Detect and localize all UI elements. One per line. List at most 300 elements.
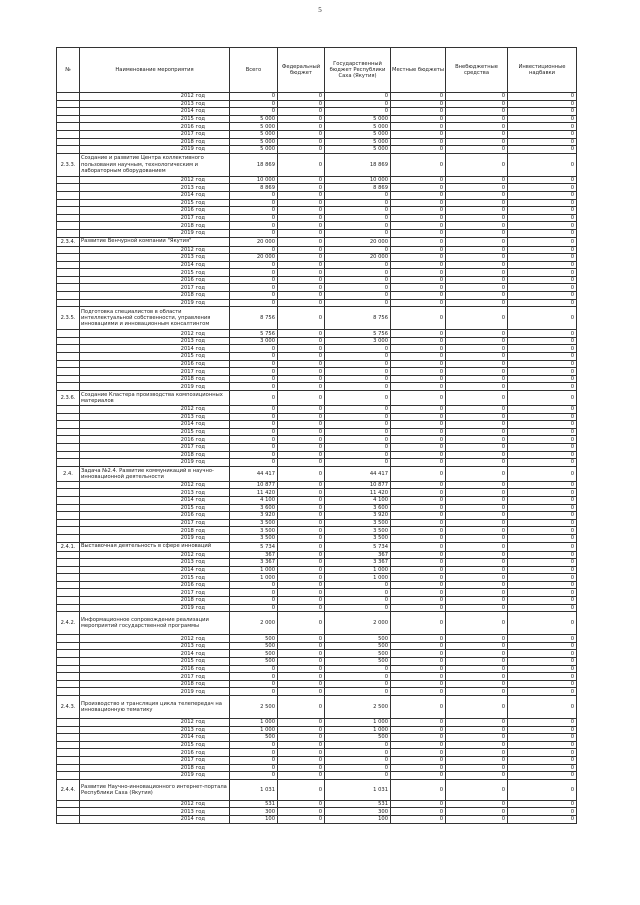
cell-number: 2.3.3. (57, 153, 80, 176)
cell-activity: 2015 год (80, 115, 230, 123)
cell-number (57, 496, 80, 504)
cell-federal: 0 (278, 512, 325, 520)
table-row (57, 130, 577, 138)
cell-activity: 2013 год (80, 254, 230, 262)
table-row (57, 589, 577, 597)
cell-total: 0 (230, 680, 278, 688)
cell-extrabudget: 0 (446, 815, 508, 823)
cell-total: 1 000 (230, 726, 278, 734)
cell-investment: 0 (508, 138, 577, 146)
cell-activity: 2016 год (80, 512, 230, 520)
cell-activity: 2013 год (80, 489, 230, 497)
cell-total: 100 (230, 815, 278, 823)
cell-number (57, 604, 80, 612)
cell-activity: 2019 год (80, 772, 230, 780)
table-row (57, 146, 577, 154)
cell-number (57, 635, 80, 643)
cell-state: 0 (325, 688, 391, 696)
cell-state: 531 (325, 800, 391, 808)
cell-activity: 2014 год (80, 734, 230, 742)
cell-extrabudget: 0 (446, 229, 508, 237)
cell-extrabudget: 0 (446, 673, 508, 681)
cell-total: 0 (230, 406, 278, 414)
cell-local: 0 (391, 673, 446, 681)
cell-activity: Информационное сопровождение реализации мероприятий государственной программы (80, 612, 230, 635)
cell-local: 0 (391, 489, 446, 497)
cell-total: 0 (230, 581, 278, 589)
cell-local: 0 (391, 741, 446, 749)
cell-federal: 0 (278, 108, 325, 116)
cell-federal: 0 (278, 436, 325, 444)
cell-total: 0 (230, 207, 278, 215)
cell-activity: 2018 год (80, 764, 230, 772)
cell-activity: 2015 год (80, 574, 230, 582)
cell-total: 3 920 (230, 512, 278, 520)
cell-local: 0 (391, 130, 446, 138)
cell-activity: 2013 год (80, 413, 230, 421)
cell-investment: 0 (508, 428, 577, 436)
cell-number (57, 176, 80, 184)
cell-investment: 0 (508, 436, 577, 444)
cell-local: 0 (391, 559, 446, 567)
cell-extrabudget: 0 (446, 406, 508, 414)
cell-local: 0 (391, 254, 446, 262)
cell-investment: 0 (508, 489, 577, 497)
cell-investment: 0 (508, 734, 577, 742)
cell-local: 0 (391, 800, 446, 808)
cell-state: 0 (325, 589, 391, 597)
cell-number (57, 665, 80, 673)
cell-extrabudget: 0 (446, 284, 508, 292)
cell-state: 3 920 (325, 512, 391, 520)
cell-extrabudget: 0 (446, 254, 508, 262)
cell-number: 2.4.2. (57, 612, 80, 635)
cell-federal: 0 (278, 489, 325, 497)
cell-number (57, 551, 80, 559)
cell-extrabudget: 0 (446, 519, 508, 527)
table-row (57, 741, 577, 749)
cell-local: 0 (391, 581, 446, 589)
cell-investment: 0 (508, 153, 577, 176)
table-row (57, 597, 577, 605)
cell-state: 10 000 (325, 176, 391, 184)
cell-total: 0 (230, 597, 278, 605)
cell-investment: 0 (508, 635, 577, 643)
table-row (57, 199, 577, 207)
cell-investment: 0 (508, 307, 577, 330)
cell-federal: 0 (278, 276, 325, 284)
cell-extrabudget: 0 (446, 421, 508, 429)
cell-extrabudget: 0 (446, 589, 508, 597)
cell-extrabudget: 0 (446, 153, 508, 176)
cell-investment: 0 (508, 299, 577, 307)
cell-investment: 0 (508, 466, 577, 481)
table-row (57, 345, 577, 353)
cell-total: 0 (230, 93, 278, 101)
cell-number (57, 688, 80, 696)
table-row (57, 604, 577, 612)
cell-investment: 0 (508, 176, 577, 184)
table-row (57, 772, 577, 780)
cell-extrabudget: 0 (446, 734, 508, 742)
cell-activity: 2012 год (80, 406, 230, 414)
cell-extrabudget: 0 (446, 383, 508, 391)
cell-state: 0 (325, 680, 391, 688)
cell-number (57, 214, 80, 222)
cell-local: 0 (391, 719, 446, 727)
cell-local: 0 (391, 527, 446, 535)
cell-number (57, 292, 80, 300)
header-extrabudget: Внебюджетные средства (446, 48, 508, 93)
cell-number (57, 680, 80, 688)
cell-investment: 0 (508, 261, 577, 269)
cell-federal: 0 (278, 719, 325, 727)
table-row (57, 353, 577, 361)
cell-state: 0 (325, 756, 391, 764)
cell-number (57, 658, 80, 666)
cell-total: 1 000 (230, 566, 278, 574)
cell-federal: 0 (278, 566, 325, 574)
cell-federal: 0 (278, 559, 325, 567)
cell-investment: 0 (508, 581, 577, 589)
cell-activity: 2019 год (80, 534, 230, 542)
table-row (57, 421, 577, 429)
cell-activity: 2017 год (80, 756, 230, 764)
cell-total: 8 756 (230, 307, 278, 330)
cell-total: 3 367 (230, 559, 278, 567)
cell-local: 0 (391, 100, 446, 108)
cell-activity: 2018 год (80, 292, 230, 300)
cell-investment: 0 (508, 688, 577, 696)
table-row (57, 688, 577, 696)
cell-number: 2.3.4. (57, 237, 80, 246)
cell-activity: 2012 год (80, 635, 230, 643)
cell-state: 0 (325, 292, 391, 300)
cell-number (57, 383, 80, 391)
cell-extrabudget: 0 (446, 808, 508, 816)
cell-local: 0 (391, 123, 446, 131)
cell-extrabudget: 0 (446, 436, 508, 444)
cell-state: 0 (325, 360, 391, 368)
cell-number (57, 261, 80, 269)
cell-total: 0 (230, 436, 278, 444)
cell-total: 0 (230, 772, 278, 780)
cell-state: 0 (325, 246, 391, 254)
cell-federal: 0 (278, 406, 325, 414)
cell-activity: 2019 год (80, 299, 230, 307)
cell-federal: 0 (278, 756, 325, 764)
cell-state: 0 (325, 604, 391, 612)
cell-state: 11 420 (325, 489, 391, 497)
cell-state: 500 (325, 650, 391, 658)
table-row (57, 527, 577, 535)
cell-federal: 0 (278, 292, 325, 300)
cell-federal: 0 (278, 246, 325, 254)
cell-state: 5 756 (325, 330, 391, 338)
cell-activity: 2014 год (80, 421, 230, 429)
cell-number: 2.3.6. (57, 391, 80, 406)
cell-total: 0 (230, 214, 278, 222)
table-row (57, 574, 577, 582)
cell-extrabudget: 0 (446, 489, 508, 497)
cell-state: 0 (325, 383, 391, 391)
cell-total: 0 (230, 665, 278, 673)
cell-number (57, 574, 80, 582)
cell-investment: 0 (508, 719, 577, 727)
cell-federal: 0 (278, 269, 325, 277)
cell-total: 0 (230, 756, 278, 764)
cell-federal: 0 (278, 734, 325, 742)
cell-state: 0 (325, 375, 391, 383)
cell-total: 3 000 (230, 337, 278, 345)
cell-extrabudget: 0 (446, 772, 508, 780)
cell-local: 0 (391, 269, 446, 277)
cell-state: 3 500 (325, 519, 391, 527)
table-row (57, 642, 577, 650)
cell-federal: 0 (278, 534, 325, 542)
cell-federal: 0 (278, 383, 325, 391)
cell-total: 11 420 (230, 489, 278, 497)
cell-state: 0 (325, 772, 391, 780)
table-row (57, 559, 577, 567)
cell-state: 5 000 (325, 115, 391, 123)
table-row (57, 519, 577, 527)
cell-activity: 2013 год (80, 726, 230, 734)
table-row (57, 191, 577, 199)
cell-extrabudget: 0 (446, 534, 508, 542)
cell-federal: 0 (278, 100, 325, 108)
cell-federal: 0 (278, 353, 325, 361)
cell-federal: 0 (278, 635, 325, 643)
cell-total: 500 (230, 635, 278, 643)
table-group-row (57, 696, 577, 719)
cell-total: 1 000 (230, 719, 278, 727)
cell-local: 0 (391, 383, 446, 391)
cell-total: 0 (230, 451, 278, 459)
cell-federal: 0 (278, 368, 325, 376)
cell-activity: 2014 год (80, 108, 230, 116)
cell-federal: 0 (278, 696, 325, 719)
cell-activity: 2015 год (80, 428, 230, 436)
cell-local: 0 (391, 815, 446, 823)
cell-activity: 2017 год (80, 519, 230, 527)
cell-local: 0 (391, 237, 446, 246)
cell-federal: 0 (278, 360, 325, 368)
cell-extrabudget: 0 (446, 222, 508, 230)
cell-total: 0 (230, 688, 278, 696)
cell-federal: 0 (278, 665, 325, 673)
cell-local: 0 (391, 650, 446, 658)
cell-investment: 0 (508, 413, 577, 421)
table-group-row (57, 153, 577, 176)
cell-number (57, 254, 80, 262)
cell-activity: 2017 год (80, 443, 230, 451)
cell-activity: 2014 год (80, 191, 230, 199)
cell-extrabudget: 0 (446, 269, 508, 277)
budget-table-container (56, 47, 576, 824)
table-row (57, 222, 577, 230)
cell-local: 0 (391, 504, 446, 512)
cell-activity: 2014 год (80, 345, 230, 353)
cell-local: 0 (391, 115, 446, 123)
table-row (57, 246, 577, 254)
cell-extrabudget: 0 (446, 566, 508, 574)
cell-federal: 0 (278, 299, 325, 307)
cell-local: 0 (391, 604, 446, 612)
cell-local: 0 (391, 542, 446, 551)
cell-total: 500 (230, 658, 278, 666)
cell-extrabudget: 0 (446, 93, 508, 101)
cell-local: 0 (391, 534, 446, 542)
cell-total: 0 (230, 284, 278, 292)
cell-activity: 2013 год (80, 100, 230, 108)
cell-number (57, 337, 80, 345)
cell-activity: 2014 год (80, 650, 230, 658)
cell-total: 500 (230, 650, 278, 658)
cell-local: 0 (391, 146, 446, 154)
cell-investment: 0 (508, 368, 577, 376)
cell-activity: 2018 год (80, 680, 230, 688)
cell-number (57, 123, 80, 131)
table-row (57, 734, 577, 742)
cell-local: 0 (391, 589, 446, 597)
cell-activity: 2017 год (80, 368, 230, 376)
cell-federal: 0 (278, 642, 325, 650)
cell-activity: Создание Кластера производства композиционных материалов (80, 391, 230, 406)
cell-federal: 0 (278, 138, 325, 146)
cell-activity: 2016 год (80, 207, 230, 215)
cell-total: 0 (230, 199, 278, 207)
cell-investment: 0 (508, 574, 577, 582)
cell-extrabudget: 0 (446, 504, 508, 512)
cell-total: 2 500 (230, 696, 278, 719)
cell-activity: 2019 год (80, 604, 230, 612)
cell-local: 0 (391, 551, 446, 559)
cell-investment: 0 (508, 100, 577, 108)
table-row (57, 214, 577, 222)
cell-number (57, 436, 80, 444)
cell-number (57, 443, 80, 451)
cell-activity: 2013 год (80, 559, 230, 567)
cell-extrabudget: 0 (446, 214, 508, 222)
cell-activity: 2014 год (80, 261, 230, 269)
cell-state: 0 (325, 749, 391, 757)
cell-local: 0 (391, 330, 446, 338)
cell-number (57, 726, 80, 734)
cell-number (57, 115, 80, 123)
cell-state: 3 600 (325, 504, 391, 512)
cell-extrabudget: 0 (446, 726, 508, 734)
table-row (57, 368, 577, 376)
cell-investment: 0 (508, 604, 577, 612)
table-row (57, 254, 577, 262)
table-row (57, 800, 577, 808)
cell-local: 0 (391, 276, 446, 284)
cell-total: 0 (230, 299, 278, 307)
table-row (57, 726, 577, 734)
cell-state: 500 (325, 635, 391, 643)
cell-total: 0 (230, 108, 278, 116)
cell-number (57, 428, 80, 436)
cell-total: 5 000 (230, 115, 278, 123)
cell-total: 1 031 (230, 779, 278, 800)
table-row (57, 680, 577, 688)
cell-total: 5 000 (230, 138, 278, 146)
cell-local: 0 (391, 191, 446, 199)
table-row (57, 184, 577, 192)
cell-investment: 0 (508, 443, 577, 451)
cell-extrabudget: 0 (446, 749, 508, 757)
cell-extrabudget: 0 (446, 246, 508, 254)
table-row (57, 459, 577, 467)
cell-number (57, 100, 80, 108)
cell-federal: 0 (278, 443, 325, 451)
cell-state: 1 000 (325, 719, 391, 727)
cell-activity: 2019 год (80, 688, 230, 696)
cell-investment: 0 (508, 246, 577, 254)
cell-federal: 0 (278, 764, 325, 772)
cell-investment: 0 (508, 673, 577, 681)
cell-local: 0 (391, 108, 446, 116)
cell-extrabudget: 0 (446, 276, 508, 284)
cell-extrabudget: 0 (446, 191, 508, 199)
cell-local: 0 (391, 658, 446, 666)
cell-state: 0 (325, 108, 391, 116)
cell-investment: 0 (508, 815, 577, 823)
table-row (57, 176, 577, 184)
cell-extrabudget: 0 (446, 115, 508, 123)
cell-number (57, 772, 80, 780)
cell-extrabudget: 0 (446, 100, 508, 108)
cell-activity: Производство и трансляция цикла телепередач на инновационную тематику (80, 696, 230, 719)
cell-total: 367 (230, 551, 278, 559)
cell-extrabudget: 0 (446, 353, 508, 361)
cell-state: 20 000 (325, 237, 391, 246)
header-state: Государственный бюджет Республики Саха (Якутия) (325, 48, 391, 93)
cell-activity: 2012 год (80, 93, 230, 101)
cell-total: 0 (230, 391, 278, 406)
cell-local: 0 (391, 153, 446, 176)
cell-state: 367 (325, 551, 391, 559)
cell-activity: Развитие Венчурной компании "Якутия" (80, 237, 230, 246)
cell-extrabudget: 0 (446, 459, 508, 467)
cell-activity: 2014 год (80, 566, 230, 574)
table-body (57, 93, 577, 824)
cell-local: 0 (391, 466, 446, 481)
cell-state: 1 000 (325, 566, 391, 574)
cell-number (57, 353, 80, 361)
cell-state: 5 000 (325, 138, 391, 146)
cell-extrabudget: 0 (446, 466, 508, 481)
cell-federal: 0 (278, 650, 325, 658)
table-row (57, 292, 577, 300)
cell-state: 100 (325, 815, 391, 823)
cell-state: 4 100 (325, 496, 391, 504)
cell-investment: 0 (508, 519, 577, 527)
cell-number (57, 527, 80, 535)
table-group-row (57, 779, 577, 800)
cell-federal: 0 (278, 574, 325, 582)
table-row (57, 481, 577, 489)
cell-investment: 0 (508, 642, 577, 650)
page-number: 5 (318, 6, 322, 14)
cell-total: 500 (230, 734, 278, 742)
cell-number (57, 808, 80, 816)
cell-investment: 0 (508, 658, 577, 666)
cell-federal: 0 (278, 237, 325, 246)
cell-investment: 0 (508, 330, 577, 338)
cell-total: 0 (230, 360, 278, 368)
